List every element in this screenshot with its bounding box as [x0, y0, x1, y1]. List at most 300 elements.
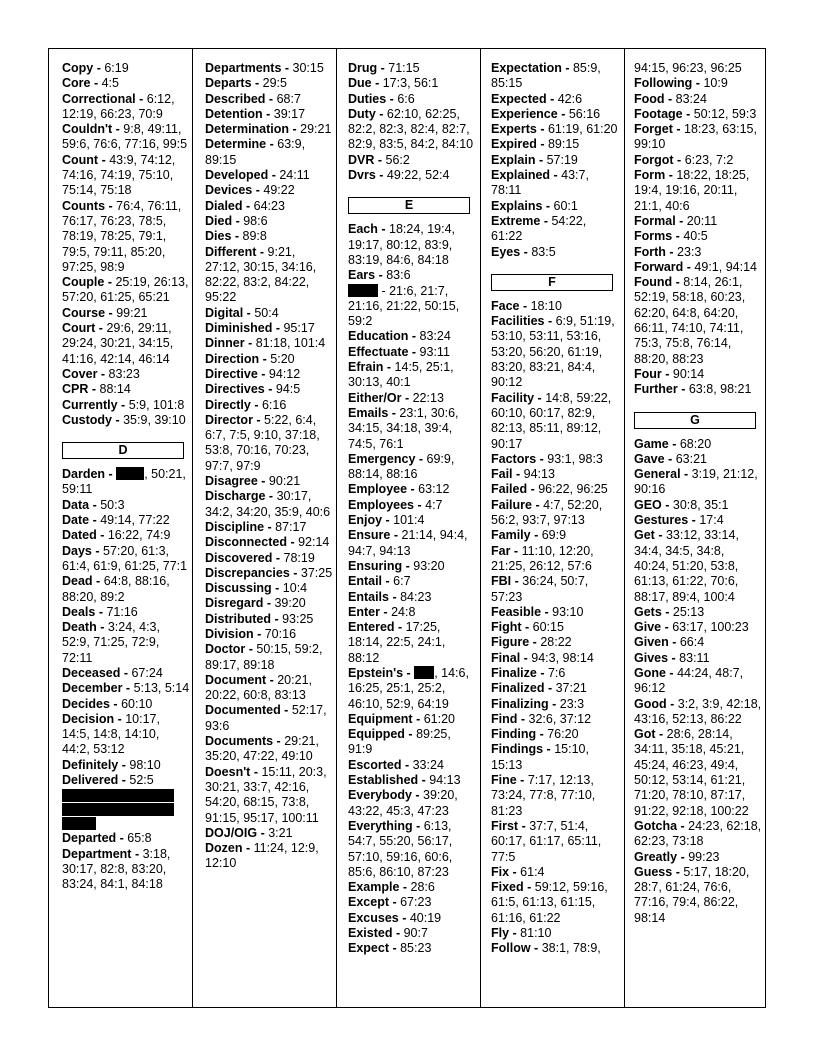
index-separator: - — [88, 382, 100, 397]
page-line-refs: 15:10, 15:13 — [491, 742, 589, 772]
page-line-refs: 18:23, 63:15, 99:10 — [634, 122, 757, 152]
index-entry — [348, 452, 476, 483]
page-line-refs: 6:13, 54:7, 55:20, 56:17, 57:10, 59:16, 60:6, 85:6, 86:10, 87:23 — [348, 818, 453, 879]
index-separator: - — [544, 681, 556, 696]
index-entry — [348, 391, 476, 406]
index-entry — [634, 452, 762, 467]
page-line-refs: 14:8, 59:22, 60:10, 60:17, 82:9, 82:13, 85:11, 89:12, 90:17 — [491, 390, 612, 451]
index-entry — [634, 697, 762, 728]
index-separator: - — [382, 574, 394, 589]
index-separator: - — [520, 650, 532, 665]
index-column-3 — [348, 61, 476, 957]
index-separator: - — [677, 818, 689, 833]
index-separator: - — [243, 305, 255, 320]
index-term: Document — [205, 672, 267, 687]
page-line-refs: 38:1, 78:9, — [541, 941, 601, 956]
index-entry — [348, 360, 476, 391]
index-term: Gotcha — [634, 818, 678, 833]
index-separator: - — [266, 137, 278, 152]
index-entry — [348, 107, 476, 153]
index-term: DOJ/OIG — [205, 825, 258, 840]
index-term: Documents — [205, 734, 274, 749]
index-separator: - — [677, 382, 689, 397]
page-line-refs: 33:24 — [412, 757, 444, 772]
page-line-refs: 23:1, 30:6, 34:15, 34:18, 39:4, 74:5, 76:1 — [348, 405, 459, 451]
index-term: Diminished — [205, 321, 273, 336]
index-separator: - — [264, 519, 276, 534]
index-separator: - — [540, 213, 552, 228]
index-term: Dated — [62, 528, 97, 543]
page-line-refs: 39:17 — [273, 106, 306, 121]
page-line-refs: 50:4 — [254, 305, 279, 320]
page-line-refs: 95:17 — [283, 321, 315, 336]
index-term: Following — [634, 76, 693, 91]
index-entry — [205, 107, 333, 122]
index-separator: - — [379, 604, 392, 619]
index-term: Given — [634, 635, 669, 650]
index-term: Death — [62, 620, 97, 635]
page-line-refs: 83:23 — [108, 366, 140, 381]
index-entry — [348, 911, 476, 926]
index-separator: - — [408, 329, 420, 344]
index-term: Factors — [491, 451, 537, 466]
index-entry — [348, 406, 476, 452]
index-separator: - — [388, 405, 400, 420]
index-term: Devices — [205, 183, 253, 198]
index-column-5 — [634, 61, 762, 926]
index-separator: - — [672, 122, 684, 137]
index-separator: - — [544, 314, 556, 329]
index-term: Far — [491, 543, 511, 558]
page-line-refs: 83:5 — [531, 244, 556, 259]
index-entry — [491, 199, 619, 214]
index-separator: - — [265, 489, 277, 504]
index-separator: - — [281, 61, 293, 75]
index-term: Departs — [205, 76, 252, 91]
index-term: Entails — [348, 589, 389, 604]
page-line-refs: 99:23 — [688, 849, 720, 864]
index-entry — [205, 612, 333, 627]
index-entry — [634, 819, 762, 850]
index-entry — [634, 168, 762, 214]
page-line-refs: 21:14, 94:4, 94:7, 94:13 — [348, 528, 468, 558]
index-separator: - — [268, 168, 280, 183]
page-line-refs: 17:4 — [699, 513, 724, 528]
page-line-refs: 32:6, 37:12 — [528, 711, 592, 726]
index-separator: - — [112, 122, 124, 137]
index-separator: - — [289, 565, 301, 580]
index-column-2 — [205, 61, 333, 872]
index-term: Dialed — [205, 198, 243, 213]
index-separator: - — [521, 620, 533, 635]
index-term: Findings — [491, 742, 544, 757]
index-term: FBI — [491, 574, 512, 589]
page-line-refs: 61:4 — [520, 864, 545, 879]
index-separator: - — [661, 620, 673, 635]
page-line-refs: 29:21 — [300, 122, 332, 137]
index-entry — [205, 581, 333, 596]
index-separator: - — [375, 268, 387, 283]
index-term: Epstein's — [348, 665, 404, 680]
index-separator: - — [262, 106, 274, 121]
index-term: Failure — [491, 497, 532, 512]
index-separator: - — [271, 581, 283, 596]
index-separator: - — [286, 535, 299, 550]
page-line-refs: 17:3, 56:1 — [382, 76, 439, 91]
page-line-refs: 43:9, 74:12, 74:16, 74:19, 75:10, 75:14, 75:18 — [62, 152, 176, 198]
index-entry — [348, 819, 476, 880]
index-separator: - — [375, 106, 387, 121]
index-term: Expectation — [491, 61, 562, 75]
index-separator: - — [109, 696, 122, 711]
index-term: Dvrs — [348, 168, 376, 183]
index-entry — [205, 734, 333, 765]
index-entry — [62, 513, 190, 528]
index-entry — [205, 122, 333, 137]
index-entry — [205, 199, 333, 214]
index-term: Forward — [634, 259, 684, 274]
page-line-refs: , 50:21, 59:11 — [62, 467, 186, 497]
index-entry — [634, 122, 762, 153]
page-line-refs: 37:7, 51:4, 60:17, 61:17, 65:11, 77:5 — [491, 818, 602, 864]
index-term: Escorted — [348, 757, 402, 772]
index-term: Deceased — [62, 665, 121, 680]
index-entry — [634, 214, 762, 229]
index-term: Entail — [348, 574, 383, 589]
index-term: Dozen — [205, 841, 243, 856]
index-entry — [205, 382, 333, 397]
index-separator: - — [105, 305, 117, 320]
index-separator: - — [401, 757, 413, 772]
index-entry — [634, 865, 762, 926]
index-term: Experts — [491, 122, 537, 137]
page-line-refs: 52:17, 93:6 — [205, 703, 327, 733]
index-term: Discovered — [205, 550, 273, 565]
page-line-refs: 70:16 — [264, 626, 297, 641]
index-entry — [348, 666, 476, 712]
page-line-refs: 76:4, 76:11, 76:17, 76:23, 78:5, 78:19, 78:25, 79:1, 79:5, 79:11, 85:20, 97:25, 98:9 — [62, 198, 182, 274]
index-separator: - — [401, 390, 413, 405]
page-line-refs: 68:7 — [276, 91, 301, 106]
page-line-refs: 11:24, 12:9, 12:10 — [205, 841, 319, 871]
index-separator: - — [117, 397, 129, 412]
index-term: Determine — [205, 137, 267, 152]
index-term: Darden — [62, 467, 106, 482]
index-term: Dies — [205, 229, 232, 244]
index-separator: - — [97, 366, 109, 381]
index-entry — [205, 627, 333, 642]
index-term: Court — [62, 321, 96, 336]
index-entry — [634, 513, 762, 528]
index-separator: - — [266, 672, 278, 687]
index-entry — [634, 651, 762, 666]
page-line-refs: 23:3 — [677, 244, 702, 259]
index-separator: - — [377, 222, 389, 237]
index-entry — [348, 559, 476, 574]
page-line-refs: 92:14 — [298, 535, 330, 550]
page-line-refs: 62:10, 62:25, 82:2, 82:3, 82:4, 82:7, 82:9, 83:5, 84:2, 84:10 — [348, 106, 474, 152]
index-entry — [205, 596, 333, 611]
page-line-refs: 18:22, 18:25, 19:4, 19:16, 20:11, 21:1, 40:6 — [634, 168, 750, 213]
index-separator: - — [408, 344, 420, 359]
page-line-refs: 15:11, 20:3, 30:21, 33:7, 42:16, 54:20, 68:15, 73:8, 91:15, 95:17, 100:11 — [205, 764, 327, 825]
page-line-refs: 83:11 — [679, 650, 710, 665]
index-entry — [634, 467, 762, 498]
page-line-refs: 33:12, 33:14, 34:4, 34:5, 34:8, 40:24, 51:20, 53:8, 61:13, 61:22, 70:6, 88:17, 89:4, 100:4 — [634, 528, 739, 604]
index-separator: - — [683, 259, 695, 274]
page-line-refs: 4:5 — [101, 76, 119, 91]
index-term: Enter — [348, 604, 380, 619]
index-separator: - — [272, 321, 284, 336]
index-separator: - — [386, 91, 398, 106]
page-line-refs: 96:22, 96:25 — [538, 482, 608, 497]
page-line-refs: 66:4 — [679, 635, 705, 650]
page-line-refs: 84:23 — [400, 589, 432, 604]
index-term: Digital — [205, 305, 244, 320]
page-line-refs: 60:15 — [532, 620, 564, 635]
index-entry — [205, 642, 333, 673]
index-term: Four — [634, 366, 662, 381]
page-line-refs: 18:10 — [530, 298, 562, 313]
page-line-refs: 3:24, 4:3, 52:9, 71:25, 72:9, 72:11 — [62, 620, 160, 665]
index-entry — [491, 544, 619, 575]
index-term: Efrain — [348, 360, 384, 375]
index-term: Equipment — [348, 711, 413, 726]
page-line-refs: 6:6 — [397, 91, 415, 106]
index-entry — [491, 697, 619, 712]
index-entry — [348, 788, 476, 819]
index-separator: - — [242, 841, 254, 856]
index-term: Employee — [348, 482, 408, 497]
index-entry — [491, 865, 619, 880]
index-term: Expected — [491, 91, 547, 106]
index-entry — [205, 137, 333, 168]
index-term: DVR — [348, 152, 375, 167]
index-separator: - — [511, 574, 523, 589]
index-entry — [634, 260, 762, 275]
index-separator: - — [672, 229, 684, 244]
index-separator: - — [561, 61, 573, 75]
index-separator: - — [251, 76, 263, 91]
page-line-refs: 94:3, 98:14 — [531, 650, 594, 665]
index-entry — [62, 773, 190, 788]
page-line-refs: 37:21 — [555, 681, 587, 696]
index-entry — [62, 382, 190, 397]
index-separator: - — [677, 849, 689, 864]
index-term: Explained — [491, 168, 551, 183]
page-line-refs: 93:25 — [282, 611, 314, 626]
index-entry — [62, 61, 190, 76]
page-line-refs: 49:1, 94:14 — [694, 259, 757, 274]
index-entry — [634, 275, 762, 367]
index-entry — [348, 222, 476, 268]
page-line-refs: 24:11 — [279, 168, 310, 183]
index-entry — [205, 566, 333, 581]
index-term: Described — [205, 91, 266, 106]
index-separator: - — [673, 152, 685, 167]
page-line-refs: 25:19, 26:13, 57:20, 61:25, 65:21 — [62, 275, 189, 305]
index-separator: - — [412, 711, 424, 726]
page-line-refs: - 21:6, 21:7, 21:16, 21:22, 50:15, 59:2 — [348, 283, 460, 329]
index-term: Discussing — [205, 581, 272, 596]
index-term: Formal — [634, 213, 676, 228]
index-separator: - — [389, 941, 401, 956]
index-separator: - — [519, 298, 531, 313]
index-term: Fail — [491, 467, 513, 482]
index-separator: - — [536, 665, 548, 680]
page-line-refs: 87:17 — [275, 519, 307, 534]
redaction-block — [62, 789, 174, 802]
page-line-refs: 63:9, 89:15 — [205, 137, 306, 167]
page-line-refs: 29:21, 35:20, 47:22, 49:10 — [205, 734, 319, 764]
index-entry — [491, 452, 619, 467]
index-entry — [491, 712, 619, 727]
page-line-refs: 9:21, 27:12, 30:15, 34:16, 82:22, 83:2, 84:22, 95:22 — [205, 244, 317, 305]
index-entry — [205, 352, 333, 367]
index-term: Determination — [205, 122, 290, 137]
page-line-refs: 89:8 — [242, 229, 267, 244]
index-separator: - — [672, 864, 684, 879]
index-separator: - — [259, 351, 271, 366]
index-separator: - — [404, 727, 417, 742]
redaction-mark — [348, 284, 378, 297]
index-entry — [62, 528, 190, 543]
index-entry — [62, 306, 190, 321]
index-entry — [62, 398, 190, 413]
index-separator: - — [412, 818, 424, 833]
index-term: Currently — [62, 397, 118, 412]
index-separator: - — [114, 711, 126, 726]
index-term: Existed — [348, 926, 393, 941]
index-term: Duties — [348, 91, 387, 106]
index-separator: - — [244, 336, 256, 351]
index-separator: - — [688, 513, 700, 528]
index-entry — [62, 275, 190, 306]
index-term: Ears — [348, 268, 376, 283]
redaction-block — [62, 803, 174, 816]
index-entry — [205, 489, 333, 520]
index-separator: - — [252, 412, 265, 427]
index-entry — [491, 299, 619, 314]
index-entry — [205, 520, 333, 535]
index-separator: - — [655, 727, 667, 742]
index-entry — [348, 620, 476, 666]
index-entry — [205, 551, 333, 566]
page-line-refs: 85:9, 85:15 — [491, 61, 601, 91]
index-entry — [491, 651, 619, 666]
index-term: Got — [634, 727, 656, 742]
page-line-refs: 71:15 — [388, 61, 420, 75]
page-line-refs: 5:17, 18:20, 28:7, 61:24, 76:6, 77:16, 79:4, 86:22, 98:14 — [634, 864, 750, 925]
index-term: Developed — [205, 168, 269, 183]
index-entry — [491, 528, 619, 543]
index-term: Gone — [634, 665, 666, 680]
index-separator: - — [96, 528, 108, 543]
page-line-refs: 63:12 — [418, 482, 450, 497]
index-entry — [205, 92, 333, 107]
index-entry — [348, 513, 476, 528]
index-entry — [634, 850, 762, 865]
page-line-refs: 28:6 — [410, 880, 435, 895]
index-entry — [62, 199, 190, 275]
index-term: Days — [62, 543, 92, 558]
page-line-refs: 50:3 — [100, 497, 125, 512]
index-term: Director — [205, 412, 253, 427]
index-entry — [205, 336, 333, 351]
page-line-refs: 29:5 — [262, 76, 287, 91]
page-line-refs: 30:15 — [292, 61, 324, 75]
index-separator: - — [120, 665, 132, 680]
index-separator: - — [543, 742, 555, 757]
index-separator: - — [548, 696, 560, 711]
page-line-refs: 60:1 — [553, 198, 578, 213]
page-line-refs: 63:8, 98:21 — [688, 382, 752, 397]
page-line-refs: 4:7 — [425, 497, 443, 512]
page-line-refs: 49:22 — [263, 183, 295, 198]
index-separator: - — [530, 528, 542, 543]
redaction-mark — [116, 467, 144, 480]
index-entry — [348, 92, 476, 107]
index-term: Expired — [491, 137, 537, 152]
index-term: Deals — [62, 604, 96, 619]
page-line-refs: 16:22, 74:9 — [107, 528, 171, 543]
index-term: Facilities — [491, 314, 545, 329]
index-separator: - — [661, 604, 673, 619]
index-term: Discharge — [205, 489, 266, 504]
index-entry — [491, 61, 619, 92]
index-entry — [348, 895, 476, 910]
index-entry — [491, 880, 619, 926]
index-entry — [634, 76, 762, 91]
index-term: Forgot — [634, 152, 674, 167]
index-separator: - — [398, 910, 410, 925]
page-line-refs: 93:1, 98:3 — [547, 451, 603, 466]
page-line-refs: 90:14 — [672, 366, 705, 381]
index-entry — [205, 413, 333, 474]
page-line-refs: 40:19 — [409, 910, 442, 925]
index-entry — [348, 605, 476, 620]
index-separator: - — [517, 711, 529, 726]
index-separator: - — [250, 397, 262, 412]
index-separator: - — [257, 366, 269, 381]
index-separator: - — [509, 864, 521, 879]
index-entry — [348, 574, 476, 589]
index-separator: - — [89, 513, 101, 528]
column-divider — [480, 49, 481, 1007]
page-line-refs: 18:24, 19:4, 19:17, 80:12, 83:9, 83:19, 84:6, 84:18 — [348, 222, 456, 267]
index-term: Found — [634, 275, 673, 290]
page-line-refs: 3:21 — [268, 825, 293, 840]
page-line-refs: 83:6 — [386, 268, 411, 283]
index-separator: - — [392, 926, 404, 941]
index-entry — [348, 758, 476, 773]
index-term: Give — [634, 620, 662, 635]
index-entry — [634, 92, 762, 107]
index-entry — [491, 620, 619, 635]
index-separator: - — [532, 497, 544, 512]
page-line-refs: 57:19 — [546, 152, 578, 167]
page-line-refs: 6:23, 7:2 — [684, 152, 734, 167]
index-term: Course — [62, 305, 106, 320]
index-term: Footage — [634, 106, 683, 121]
index-separator: - — [535, 152, 547, 167]
index-entry — [62, 758, 190, 773]
index-entry — [62, 574, 190, 605]
index-separator: - — [116, 831, 128, 846]
index-term: Gets — [634, 604, 662, 619]
index-entry — [62, 681, 190, 696]
index-term: Everybody — [348, 788, 412, 803]
